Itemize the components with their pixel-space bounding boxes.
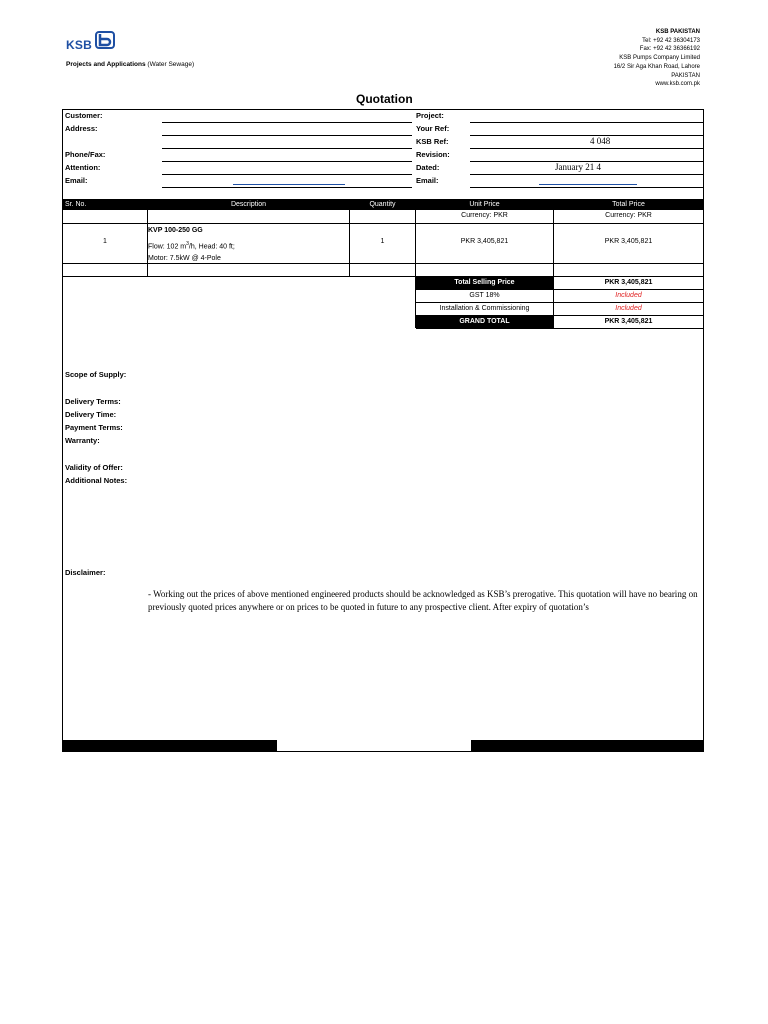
project-label: Project: bbox=[416, 111, 444, 120]
dated-field[interactable] bbox=[470, 174, 703, 175]
ksb-logo bbox=[66, 30, 118, 54]
disclaimer-label: Disclaimer: bbox=[65, 568, 106, 577]
delivery-terms-label: Delivery Terms: bbox=[65, 397, 121, 406]
grand-total-value: PKR 3,405,821 bbox=[604, 318, 653, 325]
product-motor: Motor: 7.5kW @ 4-Pole bbox=[148, 255, 221, 263]
additional-notes-label: Additional Notes: bbox=[65, 476, 128, 485]
row-sr-no: 1 bbox=[103, 238, 107, 245]
your-ref-field[interactable] bbox=[470, 135, 703, 136]
unit-currency: Currency: PKR bbox=[461, 212, 508, 219]
warranty-label: Warranty: bbox=[65, 436, 100, 445]
ksb-ref-label: KSB Ref: bbox=[416, 137, 449, 146]
phone-fax-field[interactable] bbox=[162, 161, 412, 162]
ksb-ref-field[interactable] bbox=[470, 148, 703, 149]
attention-field[interactable] bbox=[162, 174, 412, 175]
grid-line bbox=[63, 223, 703, 224]
col-quantity: Quantity bbox=[369, 201, 396, 208]
scope-label: Scope of Supply: bbox=[65, 370, 127, 379]
address-label: Address: bbox=[65, 124, 98, 133]
gst-value: Included bbox=[615, 292, 642, 299]
total-currency: Currency: PKR bbox=[605, 212, 652, 219]
row-total-price: PKR 3,405,821 bbox=[604, 238, 653, 245]
customer-field[interactable] bbox=[162, 122, 412, 123]
dated-value: January 21 4 bbox=[555, 162, 601, 172]
email-link-line[interactable] bbox=[233, 184, 345, 185]
validity-label: Validity of Offer: bbox=[65, 463, 123, 472]
col-total-price: Total Price bbox=[612, 201, 645, 208]
disclaimer-text: - Working out the prices of above mentioned engineered products should be acknowledged as KSB’s prerogative. This quotation will have no bearing on previously quoted prices anywhere or on prices to be quoted in future to any prospective client. After expiry of quotation’s bbox=[148, 589, 698, 612]
ksb-logo-mark-icon bbox=[94, 30, 116, 50]
email-right-link-line[interactable] bbox=[539, 184, 637, 185]
total-selling-label: Total Selling Price bbox=[416, 277, 553, 289]
col-sr-no: Sr. No. bbox=[65, 201, 87, 208]
row-description bbox=[148, 225, 235, 266]
tagline: Projects and Applications (Water Sewage) bbox=[66, 61, 195, 68]
address-field-2[interactable] bbox=[162, 148, 412, 149]
phone-fax-label: Phone/Fax: bbox=[65, 150, 106, 159]
footer-bar-right bbox=[471, 740, 703, 751]
company-address: KSB PAKISTAN Tel: +92 42 36304173 Fax: +92 42 36366192 KSB Pumps Company Limited 16/2 Sir Aga Khan Road, Lahore PAKISTAN www.ksb.com.pk bbox=[613, 29, 700, 88]
product-model: KVP 100-250 GG bbox=[148, 227, 203, 234]
attention-label: Attention: bbox=[65, 163, 101, 172]
delivery-time-label: Delivery Time: bbox=[65, 410, 117, 419]
install-value: Included bbox=[615, 305, 642, 312]
revision-label: Revision: bbox=[416, 150, 450, 159]
your-ref-label: Your Ref: bbox=[416, 124, 450, 133]
row-quantity: 1 bbox=[380, 238, 385, 245]
address-field-1[interactable] bbox=[162, 135, 412, 136]
email-label: Email: bbox=[65, 176, 88, 185]
col-description: Description bbox=[230, 201, 266, 208]
col-unit-price: Unit Price bbox=[469, 201, 500, 208]
total-selling-value: PKR 3,405,821 bbox=[604, 279, 653, 286]
ksb-ref-value: 4 048 bbox=[590, 136, 611, 146]
dated-label: Dated: bbox=[416, 163, 440, 172]
product-flow: Flow: 102 $m^3/h$, Head: 40 ft; bbox=[148, 240, 235, 250]
grid-line bbox=[416, 328, 703, 329]
customer-label: Customer: bbox=[65, 111, 103, 120]
logo-text: KSB bbox=[66, 38, 92, 52]
gst-label: GST 18% bbox=[469, 292, 500, 299]
payment-terms-label: Payment Terms: bbox=[65, 423, 123, 432]
email-field[interactable] bbox=[162, 187, 412, 188]
project-field[interactable] bbox=[470, 122, 703, 123]
row-unit-price: PKR 3,405,821 bbox=[460, 238, 509, 245]
email-right-field[interactable] bbox=[470, 187, 703, 188]
install-label: Installation & Commissioning bbox=[439, 305, 530, 312]
grand-total-label: GRAND TOTAL bbox=[416, 316, 553, 328]
email-right-label: Email: bbox=[416, 176, 439, 185]
page-title: Quotation bbox=[356, 92, 413, 106]
footer-bar-left bbox=[63, 740, 277, 751]
